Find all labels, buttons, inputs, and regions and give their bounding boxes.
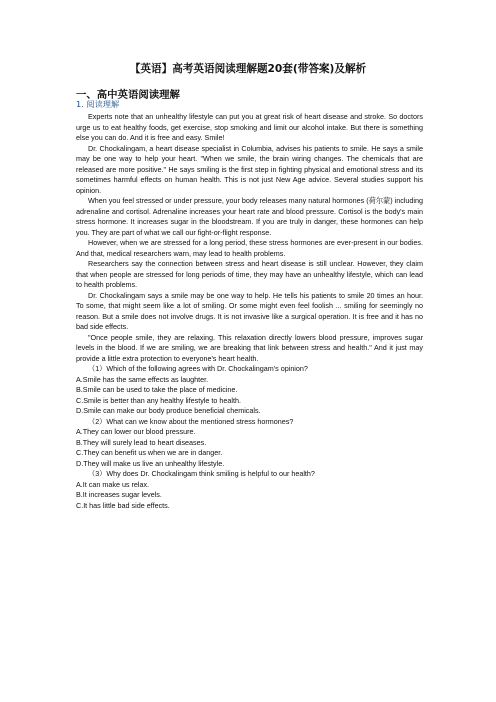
answer-option: D.They will make us live an unhealthy lifestyle. (76, 458, 225, 468)
answer-option: A.It can make us relax. (76, 479, 150, 489)
paragraph: "Once people smile, they are relaxing. This relaxation directly lowers blood pressure, improves sugar levels in the blood. If we are smiling, we are breaking that link between stress and health." And it just may provide a little extra protection to everyone's heart health. (76, 332, 423, 363)
answer-option: A.Smile has the same effects as laughter. (76, 374, 209, 384)
paragraph: Dr. Chockalingam, a heart disease specialist in Columbia, advises his patients to smile. He says a smile may be one way to help your heart. "When we smile, the brain wiring changes. The chemicals that are released are more positive." He says smiling is the first step in fighting physical and emotional stress and its sometimes harmful effects on human health. This is not just New Age advice. Several studies support his opinion. (76, 143, 423, 195)
subsection-heading: 1. 阅读理解 (76, 99, 120, 109)
answer-option: B.They will surely lead to heart diseases. (76, 437, 207, 447)
answer-option: C.It has little bad side effects. (76, 500, 170, 510)
answer-option: D.Smile can make our body produce beneficial chemicals. (76, 406, 261, 415)
question-stem: （3）Why does Dr. Chockalingam think smiling is helpful to our health? (88, 469, 315, 478)
paragraph: Dr. Chockalingam says a smile may be one way to help. He tells his patients to smile 20 times an hour. To some, that might seem like a lot of smiling. Or some might even feel foolish ... smiling for seemingly no reason. But a smile does not involve drugs. It is not invasive like a surgical operation. It is free and it has no bad side effects. (76, 290, 423, 331)
answer-option: B.Smile can be used to take the place of medicine. (76, 385, 238, 394)
answer-option: A.They can lower our blood pressure. (76, 427, 196, 436)
document-title: 【英语】高考英语阅读理解题20套(带答案)及解析 (129, 63, 367, 75)
paragraph: However, when we are stressed for a long period, these stress hormones are ever-present in our bodies. And that, medical researchers warn, may lead to health problems. (76, 238, 423, 258)
paragraph: When you feel stressed or under pressure, your body releases many natural hormones (荷尔蒙) including adrenaline and cortisol. Adrenaline increases your heart rate and blood pressure. Cortisol is the body's main stress hormone. It increases sugar in the bloodstream. If you are truly in danger, these hormones can help you. They are part of what we call our fight-or-flight response. (76, 196, 423, 237)
question-stem: （2）What can we know about the mentioned stress hormones? (88, 416, 294, 426)
answer-option: C.Smile is better than any healthy lifestyle to health. (76, 395, 242, 405)
paragraph: Researchers say the connection between stress and heart disease is still unclear. However, they claim that when people are stressed for long periods of time, they may have an unhealthy lifestyle, which can lead to health problems. (76, 259, 423, 289)
answer-option: C.They can benefit us when we are in danger. (76, 448, 223, 457)
section-heading: 一、高中英语阅读理解 (76, 89, 180, 101)
question-stem: （1）Which of the following agrees with Dr. Chockalingam's opinion? (88, 364, 308, 373)
passage-body (76, 112, 423, 511)
paragraph: Experts note that an unhealthy lifestyle can put you at great risk of heart disease and stroke. So doctors urge us to eat healthy foods, get exercise, stop smoking and limit our alcohol intake. But there is something else you can do. And it is free and easy. Smile! (76, 112, 423, 142)
answer-option: B.It increases sugar levels. (76, 490, 162, 499)
